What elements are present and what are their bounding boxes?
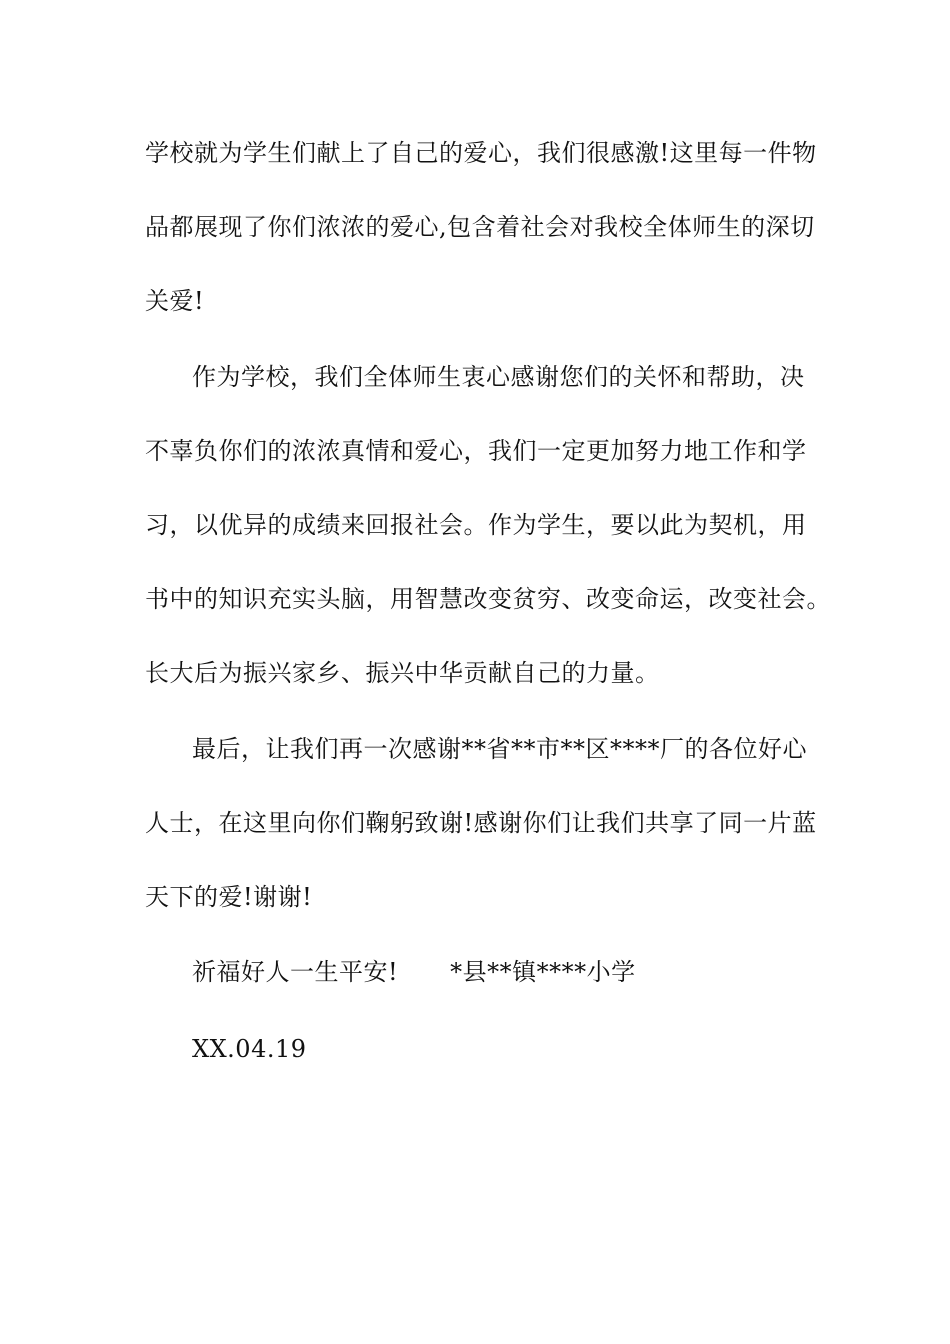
closing-blessing: 祈福好人一生平安!	[192, 958, 399, 986]
closing-signature: *县**镇****小学	[450, 958, 636, 986]
paragraph-1-line-3: 关爱!	[145, 287, 205, 315]
paragraph-1-line-1: 学校就为学生们献上了自己的爱心，我们很感激!这里每一件物	[145, 139, 817, 167]
paragraph-2-line-2: 不辜负你们的浓浓真情和爱心，我们一定更加努力地工作和学	[145, 437, 807, 465]
paragraph-2-line-3: 习，以优异的成绩来回报社会。作为学生，要以此为契机，用	[145, 511, 807, 539]
paragraph-3-line-3: 天下的爱!谢谢!	[145, 883, 313, 911]
paragraph-2-line-5: 长大后为振兴家乡、振兴中华贡献自己的力量。	[145, 659, 660, 687]
paragraph-3-line-2: 人士，在这里向你们鞠躬致谢!感谢你们让我们共享了同一片蓝	[145, 809, 817, 837]
closing-line	[192, 957, 636, 987]
paragraph-2-line-4: 书中的知识充实头脑，用智慧改变贫穷、改变命运，改变社会。	[145, 585, 831, 613]
paragraph-1-line-2: 品都展现了你们浓浓的爱心,包含着社会对我校全体师生的深切	[145, 213, 815, 241]
paragraph-3-line-1: 最后，让我们再一次感谢**省**市**区****厂的各位好心	[192, 735, 807, 763]
paragraph-2-line-1: 作为学校，我们全体师生衷心感谢您们的关怀和帮助，决	[192, 363, 805, 391]
closing-date: XX.04.19	[192, 1035, 307, 1063]
